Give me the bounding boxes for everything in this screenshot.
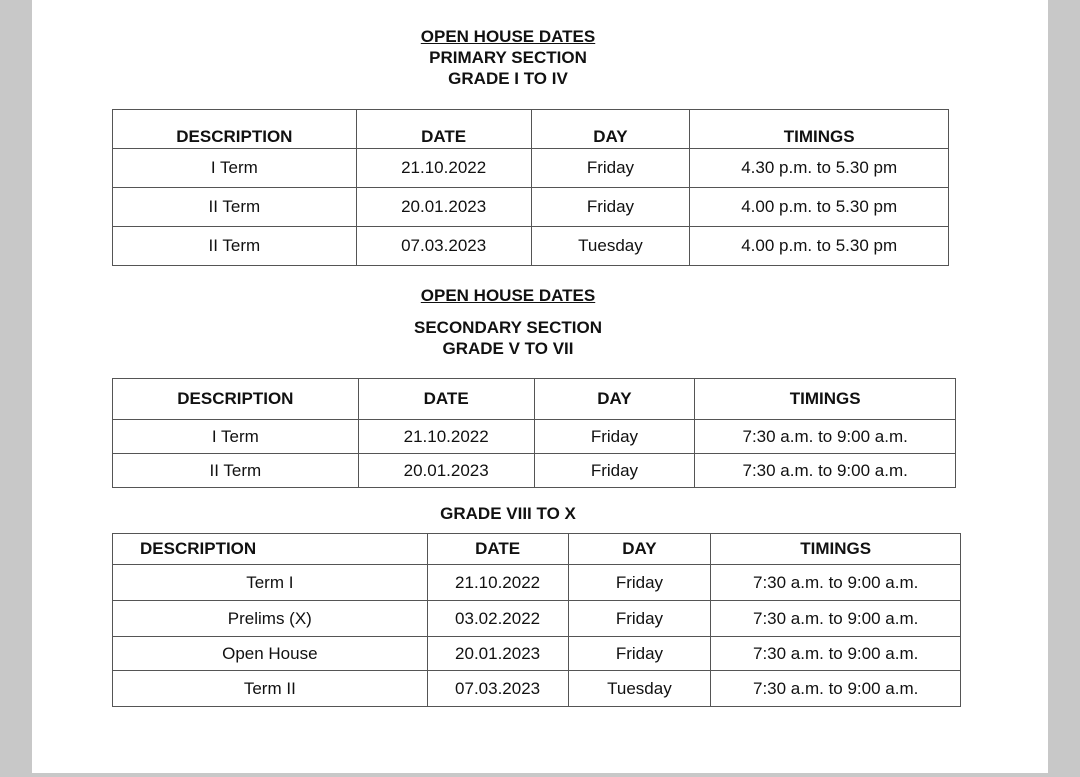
header-description: DESCRIPTION xyxy=(113,379,359,420)
cell-day: Tuesday xyxy=(531,227,690,266)
cell-date: 20.01.2023 xyxy=(427,637,568,671)
cell-day: Friday xyxy=(568,601,711,637)
secondary-heading xyxy=(0,285,1048,359)
cell-date: 21.10.2022 xyxy=(358,420,534,454)
table-row xyxy=(113,565,961,601)
cell-description: II Term xyxy=(113,454,359,488)
table-row xyxy=(113,227,949,266)
cell-timings: 4.00 p.m. to 5.30 pm xyxy=(690,227,949,266)
primary-title: OPEN HOUSE DATES xyxy=(420,27,596,46)
secondary-section-label: SECONDARY SECTION xyxy=(414,318,602,337)
cell-timings: 7:30 a.m. to 9:00 a.m. xyxy=(711,637,961,671)
cell-day: Friday xyxy=(534,420,695,454)
table-header-row xyxy=(113,534,961,565)
cell-timings: 7:30 a.m. to 9:00 a.m. xyxy=(711,565,961,601)
table-row xyxy=(113,420,956,454)
cell-timings: 7:30 a.m. to 9:00 a.m. xyxy=(711,601,961,637)
secondary-grade-label: GRADE V TO VII xyxy=(442,339,574,358)
primary-grade-label: GRADE I TO IV xyxy=(448,69,568,88)
header-description: DESCRIPTION xyxy=(113,110,357,149)
header-description: DESCRIPTION xyxy=(113,534,428,565)
header-day: DAY xyxy=(531,110,690,149)
cell-timings: 4.30 p.m. to 5.30 pm xyxy=(690,149,949,188)
header-day: DAY xyxy=(568,534,711,565)
cell-timings: 7:30 a.m. to 9:00 a.m. xyxy=(711,671,961,707)
cell-day: Tuesday xyxy=(568,671,711,707)
cell-description: II Term xyxy=(113,227,357,266)
table-row xyxy=(113,601,961,637)
header-timings: TIMINGS xyxy=(711,534,961,565)
cell-date: 07.03.2023 xyxy=(356,227,531,266)
cell-timings: 4.00 p.m. to 5.30 pm xyxy=(690,188,949,227)
header-date: DATE xyxy=(427,534,568,565)
cell-day: Friday xyxy=(568,637,711,671)
cell-description: Prelims (X) xyxy=(113,601,428,637)
senior-grade-label: GRADE VIII TO X xyxy=(440,504,576,523)
secondary-table xyxy=(112,378,956,488)
cell-date: 20.01.2023 xyxy=(356,188,531,227)
table-row xyxy=(113,671,961,707)
cell-day: Friday xyxy=(534,454,695,488)
senior-heading xyxy=(0,503,1048,524)
header-date: DATE xyxy=(358,379,534,420)
cell-date: 21.10.2022 xyxy=(427,565,568,601)
primary-heading xyxy=(0,26,1048,89)
table-row xyxy=(113,637,961,671)
cell-timings: 7:30 a.m. to 9:00 a.m. xyxy=(695,454,956,488)
table-header-row xyxy=(113,110,949,149)
secondary-title: OPEN HOUSE DATES xyxy=(420,286,596,305)
cell-day: Friday xyxy=(531,149,690,188)
table-header-row xyxy=(113,379,956,420)
cell-description: II Term xyxy=(113,188,357,227)
header-timings: TIMINGS xyxy=(690,110,949,149)
cell-description: Open House xyxy=(113,637,428,671)
cell-day: Friday xyxy=(531,188,690,227)
header-timings: TIMINGS xyxy=(695,379,956,420)
table-row xyxy=(113,188,949,227)
cell-description: I Term xyxy=(113,149,357,188)
primary-table xyxy=(112,109,949,266)
cell-day: Friday xyxy=(568,565,711,601)
senior-table xyxy=(112,533,961,707)
cell-date: 20.01.2023 xyxy=(358,454,534,488)
table-row xyxy=(113,149,949,188)
cell-description: Term I xyxy=(113,565,428,601)
primary-section-label: PRIMARY SECTION xyxy=(429,48,587,67)
cell-timings: 7:30 a.m. to 9:00 a.m. xyxy=(695,420,956,454)
table-row xyxy=(113,454,956,488)
cell-date: 21.10.2022 xyxy=(356,149,531,188)
header-day: DAY xyxy=(534,379,695,420)
cell-date: 03.02.2022 xyxy=(427,601,568,637)
cell-description: Term II xyxy=(113,671,428,707)
cell-description: I Term xyxy=(113,420,359,454)
header-date: DATE xyxy=(356,110,531,149)
cell-date: 07.03.2023 xyxy=(427,671,568,707)
